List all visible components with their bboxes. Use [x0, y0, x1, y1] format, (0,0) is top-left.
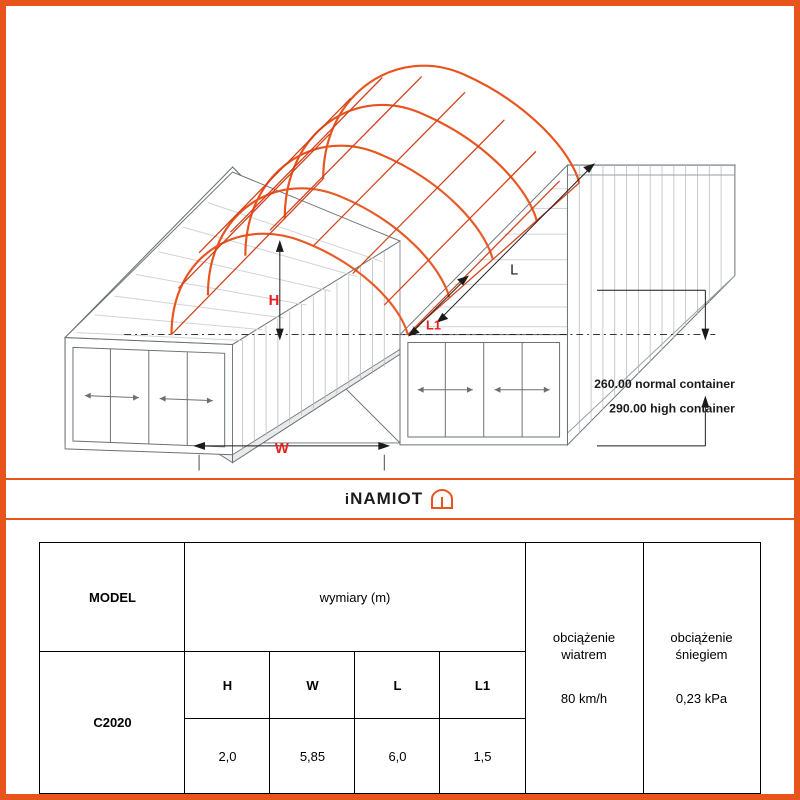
subheader-h: H: [185, 652, 270, 719]
dimension-label-l1: L1: [426, 317, 441, 333]
header-model: MODEL: [40, 543, 185, 652]
cell-snow-value: 0,23 kPa: [675, 690, 728, 706]
cell-model-value: C2020: [40, 652, 185, 794]
logo-text-main: NAMIOT: [350, 489, 424, 508]
spec-table-zone: [6, 522, 794, 794]
subheader-l: L: [355, 652, 440, 719]
header-snow-load-line1: obciążenie: [670, 629, 733, 645]
right-container-door: [400, 335, 567, 445]
dimension-label-h: H: [268, 293, 280, 310]
brand-logo: [6, 480, 794, 518]
logo-text: [345, 489, 423, 509]
dimension-label-w: W: [274, 440, 289, 457]
subheader-l1: L1: [440, 652, 525, 719]
logo-text-i: i: [344, 491, 351, 508]
header-wind-load: [525, 543, 643, 794]
note-normal-container: 260.00 normal container: [594, 376, 735, 391]
cell-wind-value: 80 km/h: [560, 690, 608, 706]
header-snow-load-line2: śniegiem: [675, 647, 728, 663]
table-row-header: [40, 543, 760, 652]
divider-bottom: [6, 518, 794, 520]
cell-value-l1: 1,5: [440, 719, 525, 794]
cell-value-l: 6,0: [355, 719, 440, 794]
cell-value-h: 2,0: [185, 719, 270, 794]
header-wind-load-line2: wiatrem: [561, 647, 607, 663]
header-wind-load-line1: obciążenie: [552, 629, 616, 645]
subheader-w: W: [270, 652, 355, 719]
left-container-door: [65, 338, 232, 455]
spec-table: [39, 542, 760, 794]
note-high-container: 290.00 high container: [609, 401, 735, 416]
header-snow-load: [643, 543, 760, 794]
cell-value-w: 5,85: [270, 719, 355, 794]
dimension-label-l: L: [510, 262, 519, 279]
header-dimensions: wymiary (m): [185, 543, 525, 652]
shelter-drawing: [6, 6, 794, 478]
tent-arch-icon: [429, 488, 455, 510]
